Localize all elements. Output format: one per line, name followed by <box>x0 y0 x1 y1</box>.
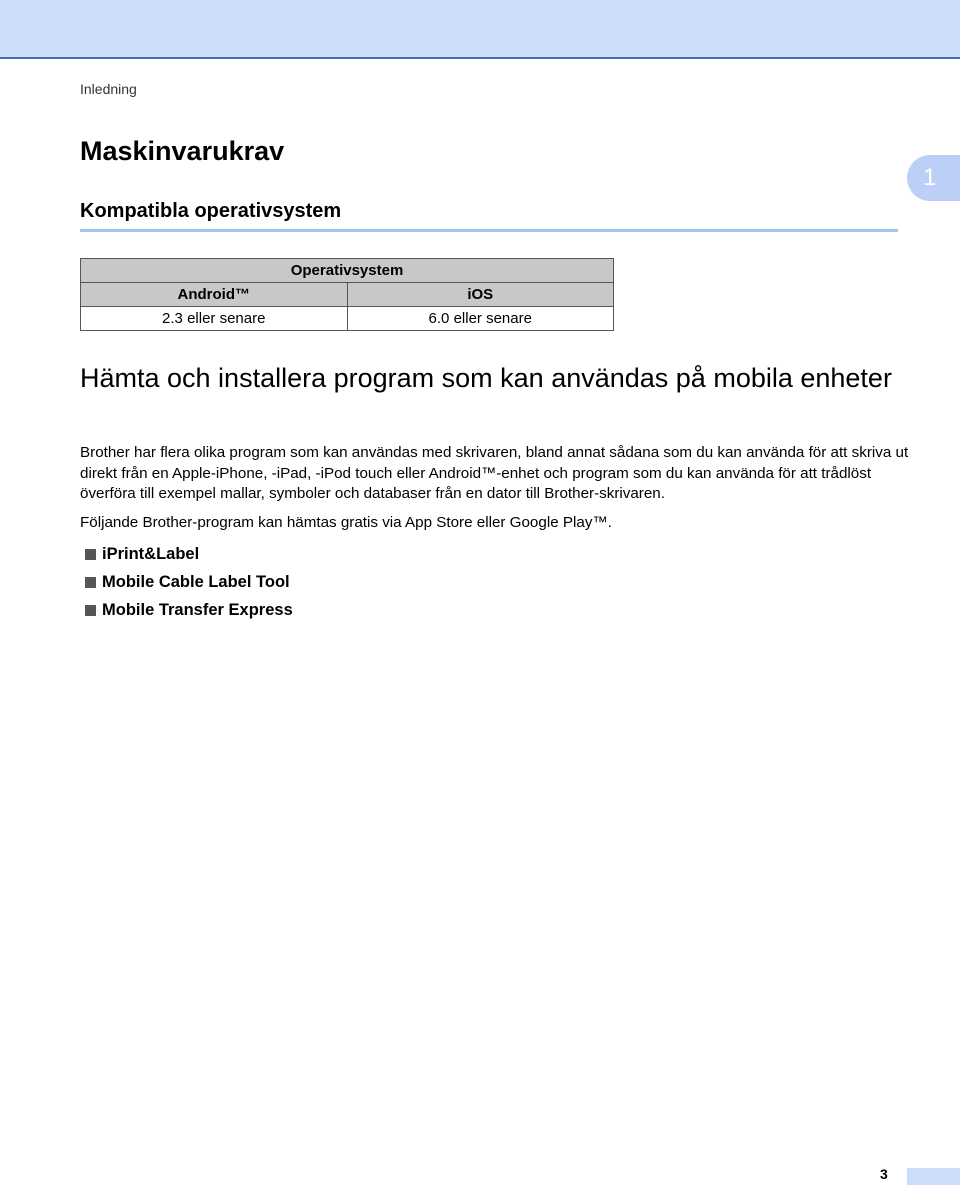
app-list <box>85 540 293 624</box>
square-bullet-icon <box>85 549 96 560</box>
list-item <box>85 596 293 624</box>
intro-paragraph: Brother har flera olika program som kan användas med skrivaren, bland annat sådana som du kan använda för att skriva ut direkt från en Apple-iPhone, -iPad, -iPod touch eller Android™-enhet och program som du kan använda för att trådlöst överföra till exempel mallar, symboler och databaser från en dator till Brother-skrivaren. <box>80 444 909 502</box>
table-group-header-row <box>81 259 614 283</box>
table-row <box>81 307 614 331</box>
table-header-row <box>81 283 614 307</box>
section2-title: Hämta och installera program som kan användas på mobila enheter <box>80 363 892 393</box>
list-item <box>85 568 293 596</box>
square-bullet-icon <box>85 605 96 616</box>
os-compatibility-table <box>80 258 614 331</box>
app-name: iPrint&Label <box>102 544 200 563</box>
table-cell-android-version: 2.3 eller senare <box>81 307 348 331</box>
subsection-title: Kompatibla operativsystem <box>80 200 342 222</box>
table-header-ios: iOS <box>347 283 614 307</box>
running-head: Inledning <box>80 81 137 97</box>
square-bullet-icon <box>85 577 96 588</box>
table-header-android: Android™ <box>81 283 348 307</box>
app-name: Mobile Transfer Express <box>102 600 293 619</box>
page-header-band <box>0 0 960 59</box>
section-title: Maskinvarukrav <box>80 136 285 166</box>
list-item <box>85 540 293 568</box>
download-paragraph: Följande Brother-program kan hämtas gratis via App Store eller Google Play™. <box>80 514 612 531</box>
page-number: 3 <box>880 1166 888 1182</box>
subsection-rule <box>80 229 898 232</box>
page-number-bar <box>907 1168 960 1185</box>
app-name: Mobile Cable Label Tool <box>102 572 290 591</box>
chapter-tab: 1 <box>907 155 960 201</box>
table-group-header: Operativsystem <box>81 259 614 283</box>
table-cell-ios-version: 6.0 eller senare <box>347 307 614 331</box>
